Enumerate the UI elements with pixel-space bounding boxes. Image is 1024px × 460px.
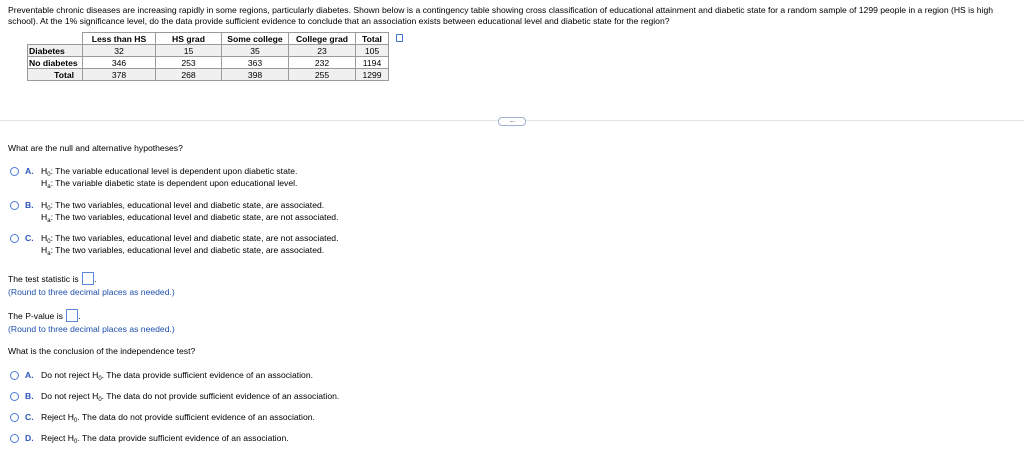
- table-corner: [28, 33, 83, 45]
- option-letter: B.: [25, 200, 34, 210]
- alt-hypothesis: $H_a$: The variable diabetic state is dependent upon educational level.: [41, 178, 298, 190]
- table-cell: 398: [222, 69, 289, 81]
- radio-button[interactable]: [10, 201, 19, 210]
- contingency-table: [27, 32, 389, 81]
- table-cell: 253: [156, 57, 222, 69]
- null-hypothesis: $H_0$: The two variables, educational level and diabetic state, are not associated.: [41, 233, 339, 245]
- table-cell: 268: [156, 69, 222, 81]
- table-cell: 232: [289, 57, 356, 69]
- conclusion-question: What is the conclusion of the independence test?: [8, 346, 196, 356]
- table-cell: 32: [83, 45, 156, 57]
- option-text: Reject $H_0$. The data do not provide sufficient evidence of an association.: [41, 412, 315, 424]
- p-value-row: The P-value is .: [8, 311, 81, 321]
- table-row: [28, 69, 389, 81]
- table-cell: 23: [289, 45, 356, 57]
- conclusion-option-a[interactable]: [10, 370, 610, 382]
- row-label: No diabetes: [28, 57, 83, 69]
- question-text: Preventable chronic diseases are increasing rapidly in some regions, particularly diabetes. Shown below is a contingency table showing cross classification of educational attainment and diabetic state for a random sample of 1299 people in a region (HS is high school). At the 1% significance level, do the data provide sufficient evidence to conclude that an association exists between educational level and diabetic state for the region?: [8, 5, 994, 27]
- more-button[interactable]: ....: [498, 117, 526, 126]
- option-letter: C.: [25, 233, 34, 243]
- p-value-hint: (Round to three decimal places as needed.): [8, 324, 175, 334]
- option-letter: A.: [25, 370, 34, 380]
- option-text: Reject $H_0$. The data provide sufficient evidence of an association.: [41, 433, 289, 445]
- table-cell: 35: [222, 45, 289, 57]
- test-statistic-hint: (Round to three decimal places as needed.): [8, 287, 175, 297]
- row-label: Diabetes: [28, 45, 83, 57]
- radio-button[interactable]: [10, 434, 19, 443]
- option-letter: B.: [25, 391, 34, 401]
- col-header: Total: [356, 33, 389, 45]
- p-value-input[interactable]: [66, 309, 78, 322]
- conclusion-option-d[interactable]: [10, 433, 610, 445]
- p-value-label: The P-value is: [8, 311, 63, 321]
- col-header: College grad: [289, 33, 356, 45]
- table-row: [28, 57, 389, 69]
- conclusion-option-c[interactable]: [10, 412, 610, 424]
- col-header: HS grad: [156, 33, 222, 45]
- alt-hypothesis: $H_a$: The two variables, educational level and diabetic state, are associated.: [41, 245, 325, 257]
- copy-table-icon[interactable]: [396, 34, 403, 42]
- col-header: Less than HS: [83, 33, 156, 45]
- test-statistic-input[interactable]: [82, 272, 94, 285]
- radio-button[interactable]: [10, 234, 19, 243]
- conclusion-option-b[interactable]: [10, 391, 610, 403]
- table-cell: 378: [83, 69, 156, 81]
- radio-button[interactable]: [10, 413, 19, 422]
- option-letter: A.: [25, 166, 34, 176]
- alt-hypothesis: $H_a$: The two variables, educational level and diabetic state, are not associated.: [41, 212, 339, 224]
- radio-button[interactable]: [10, 371, 19, 380]
- option-text: Do not reject $H_0$. The data do not provide sufficient evidence of an association.: [41, 391, 340, 403]
- hypothesis-option-b[interactable]: [10, 200, 610, 224]
- table-row: [28, 45, 389, 57]
- col-header: Some college: [222, 33, 289, 45]
- table-cell: 363: [222, 57, 289, 69]
- hypotheses-question: What are the null and alternative hypotheses?: [8, 143, 183, 153]
- hypothesis-option-a[interactable]: [10, 166, 610, 190]
- null-hypothesis: $H_0$: The two variables, educational level and diabetic state, are associated.: [41, 200, 325, 212]
- option-letter: C.: [25, 412, 34, 422]
- radio-button[interactable]: [10, 167, 19, 176]
- row-label: Total: [28, 69, 83, 81]
- test-statistic-label: The test statistic is: [8, 274, 79, 284]
- table-cell: 255: [289, 69, 356, 81]
- table-cell: 1194: [356, 57, 389, 69]
- table-cell: 105: [356, 45, 389, 57]
- table-cell: 1299: [356, 69, 389, 81]
- hypothesis-option-c[interactable]: [10, 233, 610, 257]
- null-hypothesis: $H_0$: The variable educational level is dependent upon diabetic state.: [41, 166, 298, 178]
- option-letter: D.: [25, 433, 34, 443]
- radio-button[interactable]: [10, 392, 19, 401]
- table-cell: 346: [83, 57, 156, 69]
- test-statistic-row: The test statistic is .: [8, 274, 97, 284]
- table-cell: 15: [156, 45, 222, 57]
- option-text: Do not reject $H_0$. The data provide sufficient evidence of an association.: [41, 370, 313, 382]
